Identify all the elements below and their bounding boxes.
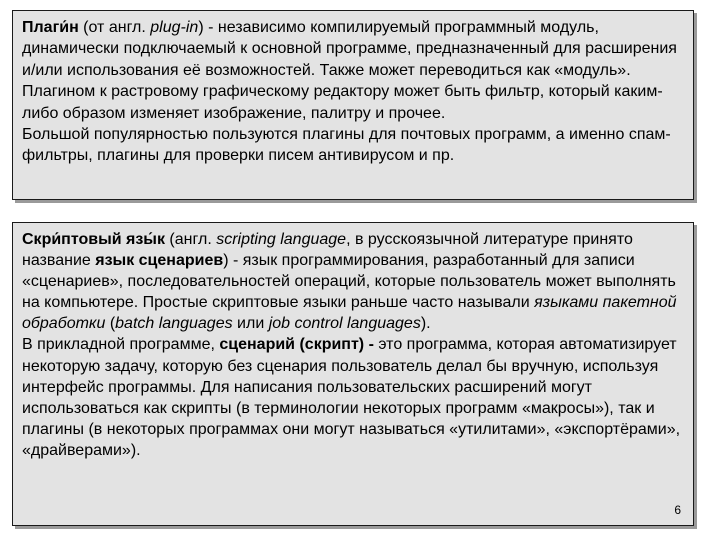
plugin-mail-example: Большой популярностью пользуются плагины для почтовых программ, а именно спам-фильтры, плагины для проверки писем антивирусом и пр. [22, 126, 671, 165]
plugin-definition-paragraph [22, 17, 684, 81]
plugin-filter-example: Плагином к растровому графическому редактору может быть фильтр, который каким-либо образом изменяет изображение, палитру и прочее. [22, 83, 663, 122]
plugin-term: Плаги́н [22, 19, 79, 36]
scripting-after-english: , в русскоязычной литературе принято название [22, 231, 633, 270]
plugin-intro: (от англ. [78, 19, 151, 36]
plugin-definition-text: ) - независимо компилируемый программный модуль, динамически подключаемый к основной программе, предназначенный для расширения и/или использования её возможностей. Также может переводиться как «модуль». [22, 19, 677, 79]
paren-open: ( [105, 315, 116, 333]
scripting-definition-paragraph [22, 229, 684, 334]
plugin-definition-box [12, 10, 694, 200]
slide-number: 6 [674, 503, 681, 517]
scripting-language-box [12, 222, 694, 526]
scripting-alt-name: язык сценариев [95, 252, 224, 270]
scripting-term-english: scripting language [216, 231, 347, 248]
plugin-term-english: plug-in [150, 19, 199, 36]
paren-close: ). [420, 315, 431, 333]
scenario-definition: это программа, которая автоматизирует некоторую задачу, которую без сценария пользователь делал бы вручную, используя интерфейс программы. Для написания пользовательских расширений могут использоваться как скрипты (в терминологии некоторых программ «макросы»), так и плагины (в некоторых программах они могут называться «утилитами», «экспортёрами», «драйверами»). [22, 336, 681, 459]
or-word: или [232, 315, 269, 333]
job-control-term: job control languages [268, 315, 421, 333]
scenario-term: сценарий (скрипт) - [219, 336, 374, 354]
scripting-definition-text: ) - язык программирования, разработанный для записи «сценариев», последовательностей операций, которые пользователь может выполнять на компьютере. Простые скриптовые языки раньше часто называли [22, 252, 676, 312]
batch-term-english: batch languages [115, 315, 233, 333]
batch-term-russian: языками пакетной обработки [22, 294, 677, 333]
scenario-paragraph [22, 334, 684, 461]
scenario-intro: В прикладной программе, [22, 336, 220, 354]
scripting-intro: (англ. [164, 231, 217, 248]
scripting-term: Скри́птовый язы́к [22, 231, 165, 248]
